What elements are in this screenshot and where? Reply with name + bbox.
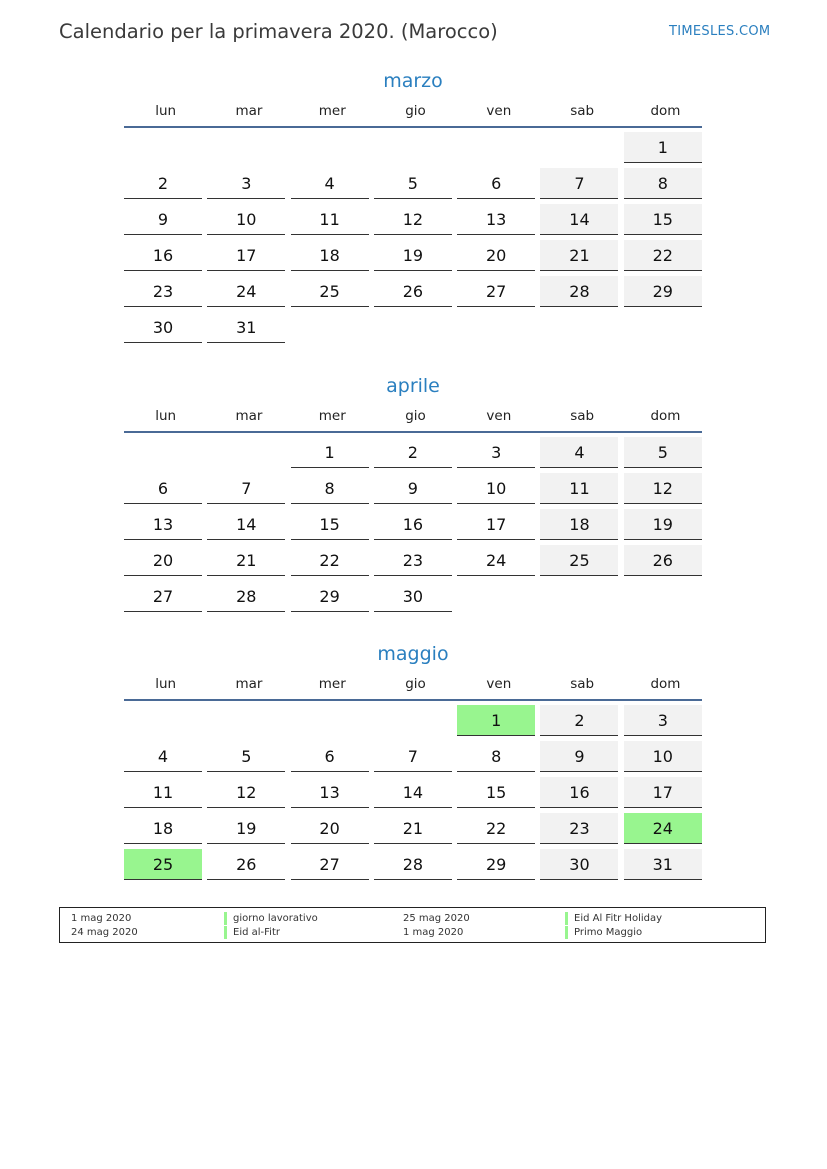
page-title: Calendario per la primavera 2020. (Marocco) (59, 20, 498, 43)
legend-date: 1 mag 2020 (71, 913, 132, 924)
day-cell: 23 (124, 276, 202, 307)
day-cell: 3 (457, 437, 535, 468)
weekday-header (124, 673, 702, 701)
day-cell: 26 (207, 849, 285, 880)
day-cell: 14 (540, 204, 618, 235)
week-row (124, 849, 702, 885)
day-cell: 27 (291, 849, 369, 880)
day-cell: 10 (624, 741, 702, 772)
empty-cell (207, 132, 285, 163)
day-cell: 28 (374, 849, 452, 880)
month-name: maggio (377, 643, 449, 665)
day-cell: 22 (291, 545, 369, 576)
day-cell: 30 (540, 849, 618, 880)
day-cell: 6 (124, 473, 202, 504)
day-cell: 10 (457, 473, 535, 504)
week-row (124, 813, 702, 849)
legend-holiday-name: Eid Al Fitr Holiday (565, 912, 662, 925)
day-cell: 20 (457, 240, 535, 271)
day-cell: 23 (374, 545, 452, 576)
legend-date: 1 mag 2020 (403, 927, 464, 938)
day-cell: 8 (291, 473, 369, 504)
month-april (124, 375, 702, 617)
day-cell: 25 (124, 849, 202, 880)
day-cell: 27 (124, 581, 202, 612)
day-cell: 21 (207, 545, 285, 576)
weekday-label: gio (405, 408, 426, 424)
empty-cell (624, 312, 702, 343)
day-cell: 1 (624, 132, 702, 163)
weekday-label: mar (235, 676, 263, 692)
day-cell: 13 (291, 777, 369, 808)
weekday-label: ven (486, 103, 512, 119)
day-cell: 13 (124, 509, 202, 540)
day-cell: 8 (457, 741, 535, 772)
weekday-label: lun (155, 676, 177, 692)
week-row (124, 777, 702, 813)
day-cell: 21 (374, 813, 452, 844)
month-march (124, 70, 702, 348)
month-name: aprile (386, 375, 440, 397)
day-cell: 29 (457, 849, 535, 880)
empty-cell (457, 312, 535, 343)
legend-holiday-name: giorno lavorativo (224, 912, 318, 925)
weekday-label: sab (570, 408, 595, 424)
day-cell: 11 (291, 204, 369, 235)
day-cell: 22 (457, 813, 535, 844)
empty-cell (207, 705, 285, 736)
day-cell: 8 (624, 168, 702, 199)
empty-cell (624, 581, 702, 612)
day-cell: 18 (291, 240, 369, 271)
week-row (124, 473, 702, 509)
weekday-header (124, 100, 702, 128)
day-cell: 2 (540, 705, 618, 736)
day-cell: 11 (124, 777, 202, 808)
day-cell: 29 (291, 581, 369, 612)
legend-holiday-name: Eid al-Fitr (224, 926, 280, 939)
day-cell: 6 (291, 741, 369, 772)
day-cell: 15 (291, 509, 369, 540)
day-cell: 19 (374, 240, 452, 271)
weekday-label: mar (235, 103, 263, 119)
empty-cell (374, 312, 452, 343)
day-cell: 24 (457, 545, 535, 576)
weekday-label: sab (570, 676, 595, 692)
day-cell: 23 (540, 813, 618, 844)
day-cell: 3 (207, 168, 285, 199)
day-cell: 24 (624, 813, 702, 844)
week-row (124, 581, 702, 617)
day-cell: 10 (207, 204, 285, 235)
holiday-legend (59, 907, 766, 943)
day-cell: 7 (540, 168, 618, 199)
week-row (124, 312, 702, 348)
legend-date: 25 mag 2020 (403, 913, 470, 924)
week-row (124, 240, 702, 276)
week-row (124, 509, 702, 545)
day-cell: 18 (124, 813, 202, 844)
day-cell: 30 (124, 312, 202, 343)
weekday-label: ven (486, 676, 512, 692)
day-cell: 20 (291, 813, 369, 844)
legend-holiday-name: Primo Maggio (565, 926, 642, 939)
empty-cell (540, 581, 618, 612)
day-cell: 27 (457, 276, 535, 307)
day-cell: 6 (457, 168, 535, 199)
day-cell: 31 (624, 849, 702, 880)
day-cell: 26 (374, 276, 452, 307)
day-cell: 31 (207, 312, 285, 343)
day-cell: 15 (457, 777, 535, 808)
weekday-label: mar (235, 408, 263, 424)
weekday-label: mer (318, 103, 346, 119)
empty-cell (540, 132, 618, 163)
empty-cell (291, 132, 369, 163)
day-cell: 14 (207, 509, 285, 540)
day-cell: 24 (207, 276, 285, 307)
weekday-label: ven (486, 408, 512, 424)
day-cell: 1 (457, 705, 535, 736)
day-cell: 3 (624, 705, 702, 736)
day-cell: 16 (124, 240, 202, 271)
legend-date: 24 mag 2020 (71, 927, 138, 938)
weekday-label: gio (405, 103, 426, 119)
day-cell: 29 (624, 276, 702, 307)
week-row (124, 168, 702, 204)
week-row (124, 437, 702, 473)
day-cell: 4 (291, 168, 369, 199)
day-cell: 2 (374, 437, 452, 468)
weekday-label: dom (650, 408, 681, 424)
day-cell: 20 (124, 545, 202, 576)
day-cell: 17 (457, 509, 535, 540)
week-row (124, 204, 702, 240)
day-cell: 14 (374, 777, 452, 808)
weekday-header (124, 405, 702, 433)
empty-cell (207, 437, 285, 468)
weekday-label: mer (318, 676, 346, 692)
day-cell: 7 (374, 741, 452, 772)
empty-cell (124, 437, 202, 468)
day-cell: 12 (207, 777, 285, 808)
day-cell: 1 (291, 437, 369, 468)
day-cell: 17 (624, 777, 702, 808)
empty-cell (457, 132, 535, 163)
weekday-label: sab (570, 103, 595, 119)
day-cell: 30 (374, 581, 452, 612)
brand-logo[interactable]: TIMESLES.COM (669, 24, 771, 39)
weekday-label: lun (155, 103, 177, 119)
day-cell: 28 (540, 276, 618, 307)
day-cell: 12 (624, 473, 702, 504)
day-cell: 18 (540, 509, 618, 540)
empty-cell (124, 705, 202, 736)
empty-cell (124, 132, 202, 163)
weekday-label: gio (405, 676, 426, 692)
week-row (124, 705, 702, 741)
day-cell: 25 (540, 545, 618, 576)
day-cell: 5 (374, 168, 452, 199)
empty-cell (374, 705, 452, 736)
day-cell: 16 (540, 777, 618, 808)
day-cell: 22 (624, 240, 702, 271)
weekday-label: mer (318, 408, 346, 424)
day-cell: 25 (291, 276, 369, 307)
weekday-label: dom (650, 676, 681, 692)
weekday-label: dom (650, 103, 681, 119)
day-cell: 5 (624, 437, 702, 468)
day-cell: 4 (124, 741, 202, 772)
day-cell: 9 (124, 204, 202, 235)
day-cell: 17 (207, 240, 285, 271)
day-cell: 11 (540, 473, 618, 504)
day-cell: 12 (374, 204, 452, 235)
empty-cell (291, 705, 369, 736)
week-row (124, 132, 702, 168)
month-may (124, 643, 702, 885)
weekday-label: lun (155, 408, 177, 424)
empty-cell (374, 132, 452, 163)
day-cell: 21 (540, 240, 618, 271)
day-cell: 26 (624, 545, 702, 576)
day-cell: 4 (540, 437, 618, 468)
day-cell: 19 (624, 509, 702, 540)
day-cell: 16 (374, 509, 452, 540)
empty-cell (291, 312, 369, 343)
day-cell: 7 (207, 473, 285, 504)
day-cell: 9 (374, 473, 452, 504)
day-cell: 9 (540, 741, 618, 772)
day-cell: 19 (207, 813, 285, 844)
day-cell: 15 (624, 204, 702, 235)
week-row (124, 276, 702, 312)
empty-cell (540, 312, 618, 343)
day-cell: 5 (207, 741, 285, 772)
week-row (124, 741, 702, 777)
empty-cell (457, 581, 535, 612)
day-cell: 28 (207, 581, 285, 612)
week-row (124, 545, 702, 581)
day-cell: 2 (124, 168, 202, 199)
day-cell: 13 (457, 204, 535, 235)
month-name: marzo (383, 70, 443, 92)
